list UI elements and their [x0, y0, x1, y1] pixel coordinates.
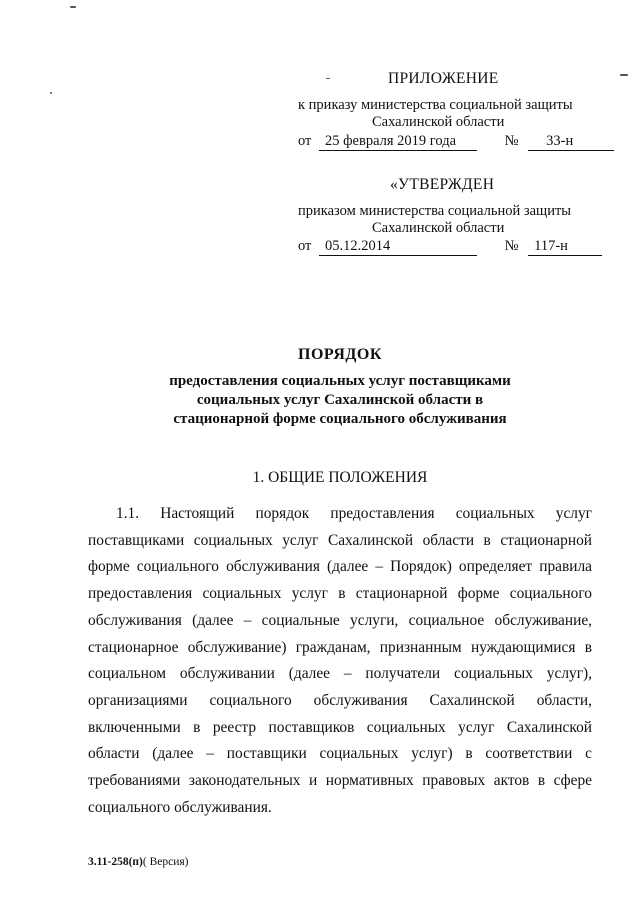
document-subtitle-line-1: предоставления социальных услуг поставщиками: [169, 373, 511, 389]
section-title: 1. ОБЩИЕ ПОЛОЖЕНИЯ: [252, 469, 428, 486]
approved-date: 05.12.2014: [319, 238, 477, 256]
document-subtitle-line-2: социальных услуг Сахалинской области в: [196, 392, 484, 408]
appendix-order-line: к приказу министерства социальной защиты: [298, 97, 573, 113]
document-subtitle-line-3: стационарной форме социального обслуживания: [173, 411, 507, 427]
approved-number: 117-н: [528, 238, 602, 256]
approved-order-line: приказом министерства социальной защиты: [298, 203, 572, 219]
scan-speck: [70, 6, 76, 8]
approved-number-prefix: №: [504, 238, 519, 254]
appendix-date-prefix: от: [298, 133, 312, 149]
section-paragraph: 1.1. Настоящий порядок предоставления социальных услуг поставщиками социальных услуг Сахалинской области в стационарной форме социального обслуживания (далее – Порядок) определяет правила предоставления социальных услуг в стационарной форме социального обслуживания (далее – социальные услуги, социальное обслуживание, стационарное обслуживание) гражданам, признанным нуждающимися в социальном обслуживании (далее – получатели социальных услуг), организациями социального обслуживания Сахалинской области, включенными в реестр поставщиков социальных услуг Сахалинской области (далее – поставщики социальных услуг) в соответствии с требованиями законодательных и нормативных правовых актов в сфере социального обслуживания.: [88, 505, 592, 816]
scan-speck: [620, 74, 628, 76]
approved-title: «УТВЕРЖДЕН: [390, 176, 495, 193]
footer-code-line: [88, 856, 188, 868]
approved-region-line: Сахалинской области: [372, 220, 505, 236]
footer-code: 3.11-258(п): [88, 856, 143, 868]
appendix-title: ПРИЛОЖЕНИЕ: [388, 70, 499, 87]
footer-suffix: ( Версия): [142, 856, 189, 868]
appendix-region-line: Сахалинской области: [372, 114, 505, 130]
scan-speck: [50, 92, 52, 94]
appendix-number: 33-н: [528, 133, 614, 151]
appendix-number-prefix: №: [504, 133, 519, 149]
appendix-date-row: [298, 133, 614, 151]
approved-date-row: [298, 238, 602, 256]
scan-speck: [326, 78, 330, 79]
document-title: ПОРЯДОК: [298, 346, 382, 363]
approved-date-prefix: от: [298, 238, 312, 254]
appendix-date: 25 февраля 2019 года: [319, 133, 477, 151]
